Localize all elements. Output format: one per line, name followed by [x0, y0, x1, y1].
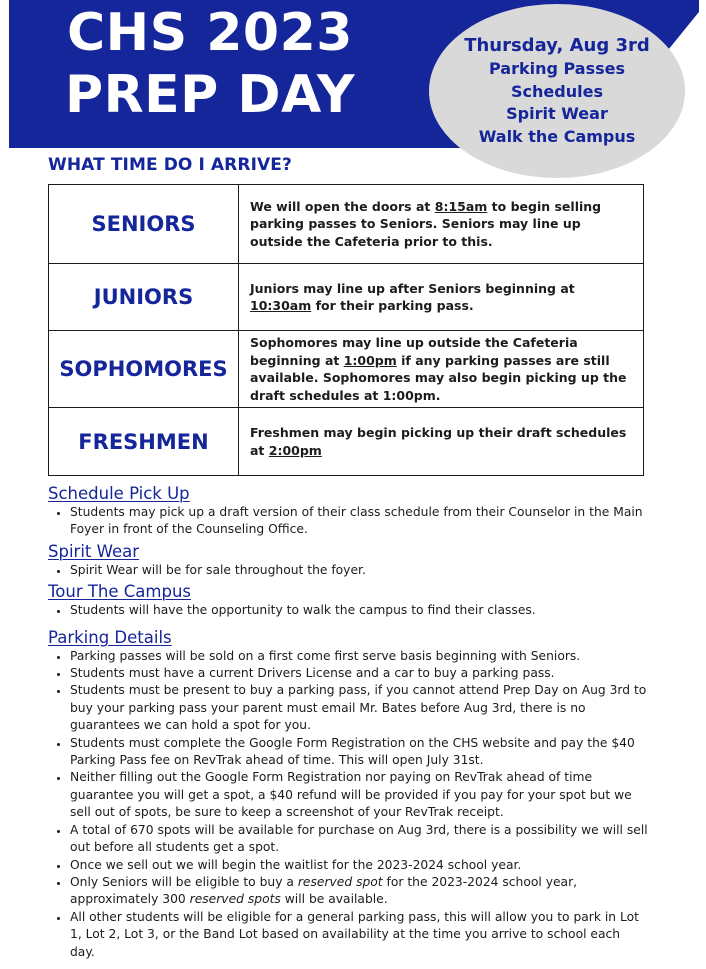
list-item: • Students must have a current Drivers License and a car to buy a parking pass.	[70, 665, 648, 682]
badge-item: Schedules	[511, 81, 603, 101]
parking-list	[48, 648, 648, 961]
badge-date: Thursday, Aug 3rd	[464, 35, 650, 56]
list-item: • Students may pick up a draft version of their class schedule from their Counselor in the Main Foyer in front of the Counseling Office.	[70, 504, 648, 539]
list-item: • Parking passes will be sold on a first come first serve basis beginning with Seniors.	[70, 648, 648, 665]
schedule-list	[48, 504, 648, 539]
list-item: • Neither filling out the Google Form Registration nor paying on RevTrak ahead of time guarantee you will get a spot, a $40 refund will be provided if you pay for your spot but we sell out of spots, be sure to keep a screenshot of your RevTrak receipt.	[70, 769, 648, 821]
schedule-heading: Schedule Pick Up	[48, 484, 190, 503]
desc-text: if any parking passes are still available. Sophomores may also begin picking up the draft schedules at 1:00pm.	[250, 352, 627, 403]
grade-cell: SENIORS	[49, 185, 239, 264]
arrival-table	[48, 184, 644, 476]
title-line-2: PREP DAY	[65, 65, 355, 125]
item-text: will be available.	[280, 892, 388, 907]
spirit-heading: Spirit Wear	[48, 541, 140, 561]
info-sections	[48, 484, 648, 961]
tour-heading: Tour The Campus	[48, 582, 192, 602]
desc-text: Sophomores may line up outside the Cafeteria beginning at	[250, 335, 578, 368]
desc-text: for their parking pass.	[311, 298, 474, 313]
table-row	[49, 408, 644, 476]
table-row	[49, 264, 644, 331]
arrival-heading: WHAT TIME DO I ARRIVE?	[48, 155, 292, 175]
desc-text: We will open the doors at	[250, 198, 435, 214]
badge-item: Parking Passes	[488, 59, 626, 78]
grade-cell: FRESHMEN	[49, 408, 239, 476]
page-title	[60, 2, 360, 126]
arrival-time: 1:00pm	[343, 352, 397, 368]
desc-text: Juniors may line up after Seniors beginning at	[250, 280, 575, 296]
list-item	[70, 874, 648, 909]
time-description	[239, 185, 644, 264]
time-description	[239, 408, 644, 476]
desc-text: to begin selling parking passes to Seniors. Seniors may line up outside the Cafeteria prior to this.	[250, 198, 602, 249]
list-item: • Students must be present to buy a parking pass, if you cannot attend Prep Day on Aug 3rd to buy your parking pass your parent must email Mr. Bates before Aug 3rd, there is no guarantees we can hold a spot for you.	[70, 682, 648, 734]
item-text: Only Seniors will be eligible to buy a	[70, 874, 298, 889]
list-item: • Students will have the opportunity to walk the campus to find their classes.	[70, 602, 648, 619]
badge-item: Spirit Wear	[506, 104, 608, 123]
item-emphasis: reserved spot	[297, 874, 383, 889]
arrival-time: 2:00pm	[268, 442, 322, 458]
item-emphasis: reserved spots	[189, 892, 281, 907]
time-description	[239, 331, 644, 408]
arrival-time: 10:30am	[250, 298, 312, 313]
desc-text: Freshmen may begin picking up their draft schedules at	[250, 425, 627, 458]
table-row	[49, 331, 644, 408]
list-item: • Once we sell out we will begin the waitlist for the 2023-2024 school year.	[70, 857, 648, 874]
title-line-1: CHS 2023	[67, 3, 353, 63]
date-badge	[429, 4, 685, 178]
list-item: • A total of 670 spots will be available for purchase on Aug 3rd, there is a possibility we will sell out before all students get a spot.	[70, 822, 648, 857]
list-item: • Students must complete the Google Form Registration on the CHS website and pay the $40 Parking Pass fee on RevTrak ahead of time. This will open July 31st.	[70, 735, 648, 770]
spirit-list	[48, 562, 648, 579]
badge-item: Walk the Campus	[478, 126, 636, 146]
grade-cell: JUNIORS	[49, 264, 239, 331]
list-item: • All other students will be eligible for a general parking pass, this will allow you to park in Lot 1, Lot 2, Lot 3, or the Band Lot based on availability at the time you arrive to school each day.	[70, 909, 648, 961]
item-text: for the 2023-2024 school year, approximately 300	[70, 874, 578, 907]
parking-heading: Parking Details	[48, 627, 172, 647]
grade-cell: SOPHOMORES	[49, 331, 239, 408]
arrival-time: 8:15am	[434, 198, 488, 214]
tour-list	[48, 602, 648, 619]
table-row	[49, 185, 644, 264]
time-description	[239, 264, 644, 331]
list-item: • Spirit Wear will be for sale throughout the foyer.	[70, 562, 648, 579]
